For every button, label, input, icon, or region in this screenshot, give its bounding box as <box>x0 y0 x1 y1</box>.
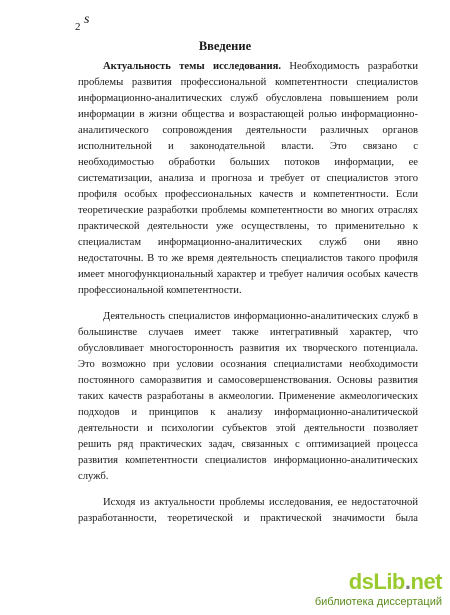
line-text: Необходимость разработки <box>281 61 418 72</box>
line-text: недостаточны. В то же время деятельность специалистов такого профиля <box>78 253 418 264</box>
text-line <box>78 284 418 297</box>
text-line <box>78 108 418 121</box>
line-text: систематизации, анализа и прогноза и требует от специалистов этого <box>78 173 418 184</box>
line-text: имеет многофункциональный характер и требует наличия особых качеств <box>78 269 418 280</box>
text-line <box>78 342 418 355</box>
text-line <box>78 124 418 137</box>
line-text: специалистам информационно-аналитических служб они явно <box>78 237 418 248</box>
page-title: Введение <box>198 39 252 53</box>
line-text: исполнительной и законодательной власти. Это связано с <box>78 141 418 152</box>
logo-dot: . <box>404 569 411 594</box>
line-text: аналитического сопровождения деятельности различных органов <box>78 125 418 136</box>
line-text: развития компетентности специалистов информационно-аналитических <box>78 455 418 466</box>
logo-tld: net <box>410 569 442 594</box>
line-text: теоретические разработки проблемы компетентности во многих отраслях <box>78 205 418 216</box>
text-line <box>78 76 418 89</box>
line-text: Это возможно при условии осознания специалистами необходимости <box>78 359 418 370</box>
line-text: служб. <box>78 471 109 482</box>
text-line <box>78 140 418 153</box>
text-line <box>103 496 418 509</box>
text-line <box>78 454 418 467</box>
logo-subtitle: библиотека диссертаций <box>314 596 442 608</box>
text-line <box>78 268 418 281</box>
text-line <box>78 172 418 185</box>
line-text: Исходя из актуальности проблемы исследования, ее недостаточной <box>103 497 418 508</box>
text-line <box>78 358 418 371</box>
watermark-logo[interactable] <box>307 569 442 611</box>
text-line <box>78 220 418 233</box>
text-line <box>78 422 418 435</box>
line-text: большинстве случаев имеет также интегративный характер, что <box>78 327 418 338</box>
line-text: профиля особых профессиональных качеств и компетентности. Если <box>78 189 418 200</box>
text-line <box>78 204 418 217</box>
line-text: информации в жизни общества и возрастающей ролью информационно- <box>78 109 418 120</box>
text-line <box>78 188 418 201</box>
text-line <box>78 326 418 339</box>
line-text: таких качеств разработаны в акмеологии. Применение акмеологических <box>78 391 418 402</box>
line-text: обусловливает многосторонность развития их творческого потенциала. <box>78 343 418 354</box>
line-text: необходимостью обработки больших потоков информации, ее <box>78 157 418 168</box>
line-text: подходов и принципов к анализу информационно-аналитической <box>78 407 418 418</box>
text-line <box>78 374 418 387</box>
text-line <box>103 310 418 323</box>
line-text: профессиональной компетентности. <box>78 285 242 296</box>
text-line <box>78 252 418 265</box>
text-line <box>78 390 418 403</box>
logo-main: dsLib <box>348 569 405 594</box>
text-line <box>78 236 418 249</box>
text-line <box>78 512 418 525</box>
text-line <box>78 470 418 483</box>
text-line <box>103 60 418 73</box>
line-text: Деятельность специалистов информационно-аналитических служб в <box>103 311 418 322</box>
dslib-logo <box>349 569 442 595</box>
line-text: разработанности, теоретической и практической значимости была <box>78 513 418 524</box>
text-line <box>78 92 418 105</box>
line-text: проблемы развития профессиональной компетентности специалистов <box>78 77 418 88</box>
text-line <box>78 156 418 169</box>
section-label: Актуальность темы исследования. <box>103 61 282 72</box>
line-text: постоянного саморазвития и самосовершенствования. Основы развития <box>78 375 418 386</box>
line-text: деятельности и психологии субъектов этой деятельности позволяет <box>78 423 418 434</box>
line-text: практической деятельности уже осуществлены, то применительно к <box>78 221 418 232</box>
line-text: решить ряд практических задач, связанных с оптимизацией процесса <box>78 439 418 450</box>
text-line <box>78 438 418 451</box>
text-line <box>78 406 418 419</box>
line-text: информационно-аналитических служб обусловлена повышением роли <box>78 93 418 104</box>
page-number: 2 <box>75 21 81 33</box>
handwritten-mark: s <box>84 12 90 27</box>
